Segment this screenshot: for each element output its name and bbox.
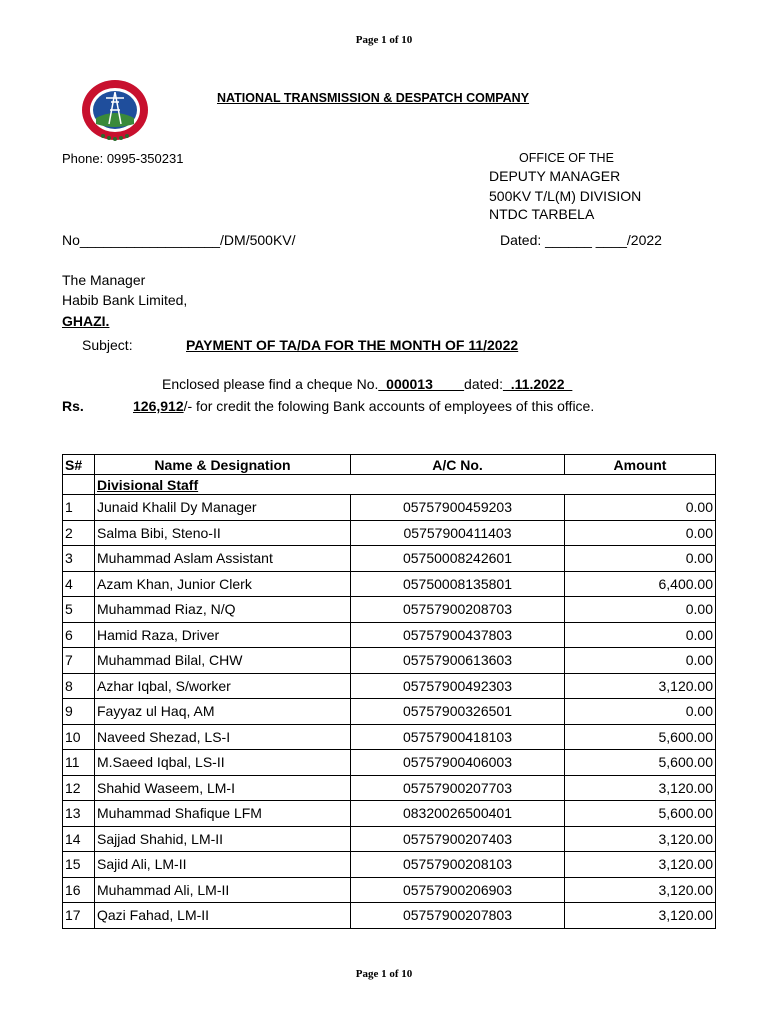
cell-account: 05757900207403 xyxy=(351,826,565,852)
cell-name: Salma Bibi, Steno-II xyxy=(95,520,351,546)
page-number-footer: Page 1 of 10 xyxy=(355,968,413,980)
table-row xyxy=(63,826,716,852)
cell-name: Azhar Iqbal, S/worker xyxy=(95,673,351,699)
cell-amount: 3,120.00 xyxy=(565,673,716,699)
cell-name: Azam Khan, Junior Clerk xyxy=(95,571,351,597)
table-row xyxy=(63,622,716,648)
cell-amount: 0.00 xyxy=(565,520,716,546)
cell-sn: 8 xyxy=(63,673,95,699)
cell-account: 05757900411403 xyxy=(351,520,565,546)
office-line-3: 500KV T/L(M) DIVISION xyxy=(489,188,642,204)
accounts-table xyxy=(62,454,716,929)
cell-name: Sajid Ali, LM-II xyxy=(95,852,351,878)
table-row xyxy=(63,571,716,597)
cell-name: Muhammad Shafique LFM xyxy=(95,801,351,827)
header-amount: Amount xyxy=(565,455,716,475)
cell-sn: 5 xyxy=(63,597,95,623)
recipient-line-2: Habib Bank Limited, xyxy=(62,292,188,308)
cell-sn: 4 xyxy=(63,571,95,597)
cell-sn: 15 xyxy=(63,852,95,878)
subject-label: Subject: xyxy=(82,337,133,353)
page-number-header: Page 1 of 10 xyxy=(355,34,413,46)
cell-account: 05757900208703 xyxy=(351,597,565,623)
cell-account: 05757900459203 xyxy=(351,495,565,521)
cell-amount: 0.00 xyxy=(565,622,716,648)
cell-sn: 6 xyxy=(63,622,95,648)
cell-name: Qazi Fahad, LM-II xyxy=(95,903,351,929)
header-name: Name & Designation xyxy=(95,455,351,475)
cell-amount: 6,400.00 xyxy=(565,571,716,597)
cell-name: Sajjad Shahid, LM-II xyxy=(95,826,351,852)
cell-sn: 12 xyxy=(63,775,95,801)
office-line-1: OFFICE OF THE xyxy=(519,151,614,165)
cell-name: M.Saeed Iqbal, LS-II xyxy=(95,750,351,776)
cell-account: 05757900206903 xyxy=(351,877,565,903)
cell-name: Muhammad Aslam Assistant xyxy=(95,546,351,572)
cell-amount: 3,120.00 xyxy=(565,877,716,903)
section-row xyxy=(63,475,716,495)
cell-sn: 7 xyxy=(63,648,95,674)
cell-amount: 5,600.00 xyxy=(565,724,716,750)
cell-account: 05757900418103 xyxy=(351,724,565,750)
subject-text: PAYMENT OF TA/DA FOR THE MONTH OF 11/2022 xyxy=(186,337,519,353)
cell-sn: 17 xyxy=(63,903,95,929)
date-field: Dated: ______ ____/2022 xyxy=(500,232,662,248)
cell-account: 05757900207703 xyxy=(351,775,565,801)
cell-account: 05757900326501 xyxy=(351,699,565,725)
phone-number: Phone: 0995-350231 xyxy=(62,151,184,166)
cell-amount: 3,120.00 xyxy=(565,852,716,878)
table-row xyxy=(63,520,716,546)
table-row xyxy=(63,495,716,521)
cell-account: 05757900208103 xyxy=(351,852,565,878)
recipient-line-1: The Manager xyxy=(62,272,146,288)
cell-account: 05757900437803 xyxy=(351,622,565,648)
recipient-line-3: GHAZI. xyxy=(62,313,110,329)
enclosed-text: Enclosed please find a cheque No. xyxy=(162,376,379,392)
cell-amount: 3,120.00 xyxy=(565,826,716,852)
cell-sn: 11 xyxy=(63,750,95,776)
cell-name: Fayyaz ul Haq, AM xyxy=(95,699,351,725)
table-row xyxy=(63,597,716,623)
reference-number: No__________________/DM/500KV/ xyxy=(62,232,296,248)
table-row xyxy=(63,877,716,903)
office-line-4: NTDC TARBELA xyxy=(489,206,595,222)
cell-name: Hamid Raza, Driver xyxy=(95,622,351,648)
header-sn: S# xyxy=(63,455,95,475)
cell-sn: 1 xyxy=(63,495,95,521)
table-row xyxy=(63,648,716,674)
cell-account: 08320026500401 xyxy=(351,801,565,827)
company-title: NATIONAL TRANSMISSION & DESPATCH COMPANY xyxy=(217,91,530,105)
cell-account: 05750008242601 xyxy=(351,546,565,572)
table-row xyxy=(63,775,716,801)
section-title: Divisional Staff xyxy=(95,475,716,495)
cell-account: 05757900613603 xyxy=(351,648,565,674)
cheque-line xyxy=(162,376,572,392)
cheque-number: _000013____ xyxy=(378,376,465,392)
total-amount: 126,912 xyxy=(133,398,184,414)
cell-sn: 14 xyxy=(63,826,95,852)
cell-amount: 0.00 xyxy=(565,495,716,521)
cell-account: 05757900492303 xyxy=(351,673,565,699)
cell-amount: 0.00 xyxy=(565,699,716,725)
cell-name: Muhammad Ali, LM-II xyxy=(95,877,351,903)
cell-sn: 9 xyxy=(63,699,95,725)
table-row xyxy=(63,699,716,725)
cell-amount: 5,600.00 xyxy=(565,801,716,827)
table-row xyxy=(63,750,716,776)
cell-amount: 0.00 xyxy=(565,546,716,572)
table-row xyxy=(63,852,716,878)
table-row xyxy=(63,903,716,929)
cell-amount: 3,120.00 xyxy=(565,775,716,801)
cell-sn: 10 xyxy=(63,724,95,750)
cell-name: Shahid Waseem, LM-I xyxy=(95,775,351,801)
cell-account: 05750008135801 xyxy=(351,571,565,597)
table-header-row xyxy=(63,455,716,475)
cell-name: Muhammad Riaz, N/Q xyxy=(95,597,351,623)
cell-sn: 3 xyxy=(63,546,95,572)
amount-line xyxy=(133,398,594,414)
office-line-2: DEPUTY MANAGER xyxy=(489,168,621,184)
credit-text: /- for credit the folowing Bank accounts of employees of this office. xyxy=(183,398,595,414)
cell-sn: 2 xyxy=(63,520,95,546)
cell-amount: 3,120.00 xyxy=(565,903,716,929)
cell-sn: 16 xyxy=(63,877,95,903)
header-account: A/C No. xyxy=(351,455,565,475)
table-row xyxy=(63,801,716,827)
cheque-date: _.11.2022_ xyxy=(502,376,573,392)
ntdc-logo-icon xyxy=(78,78,152,142)
cell-name: Muhammad Bilal, CHW xyxy=(95,648,351,674)
table-row xyxy=(63,673,716,699)
table-row xyxy=(63,546,716,572)
table-row xyxy=(63,724,716,750)
cell-account: 05757900207803 xyxy=(351,903,565,929)
rs-label: Rs. xyxy=(62,398,84,414)
cell-account: 05757900406003 xyxy=(351,750,565,776)
cell-amount: 0.00 xyxy=(565,648,716,674)
cell-amount: 5,600.00 xyxy=(565,750,716,776)
cell-name: Junaid Khalil Dy Manager xyxy=(95,495,351,521)
cell-name: Naveed Shezad, LS-I xyxy=(95,724,351,750)
cheque-dated-label: dated: xyxy=(464,376,503,392)
cell-sn: 13 xyxy=(63,801,95,827)
cell-amount: 0.00 xyxy=(565,597,716,623)
section-blank xyxy=(63,475,95,495)
